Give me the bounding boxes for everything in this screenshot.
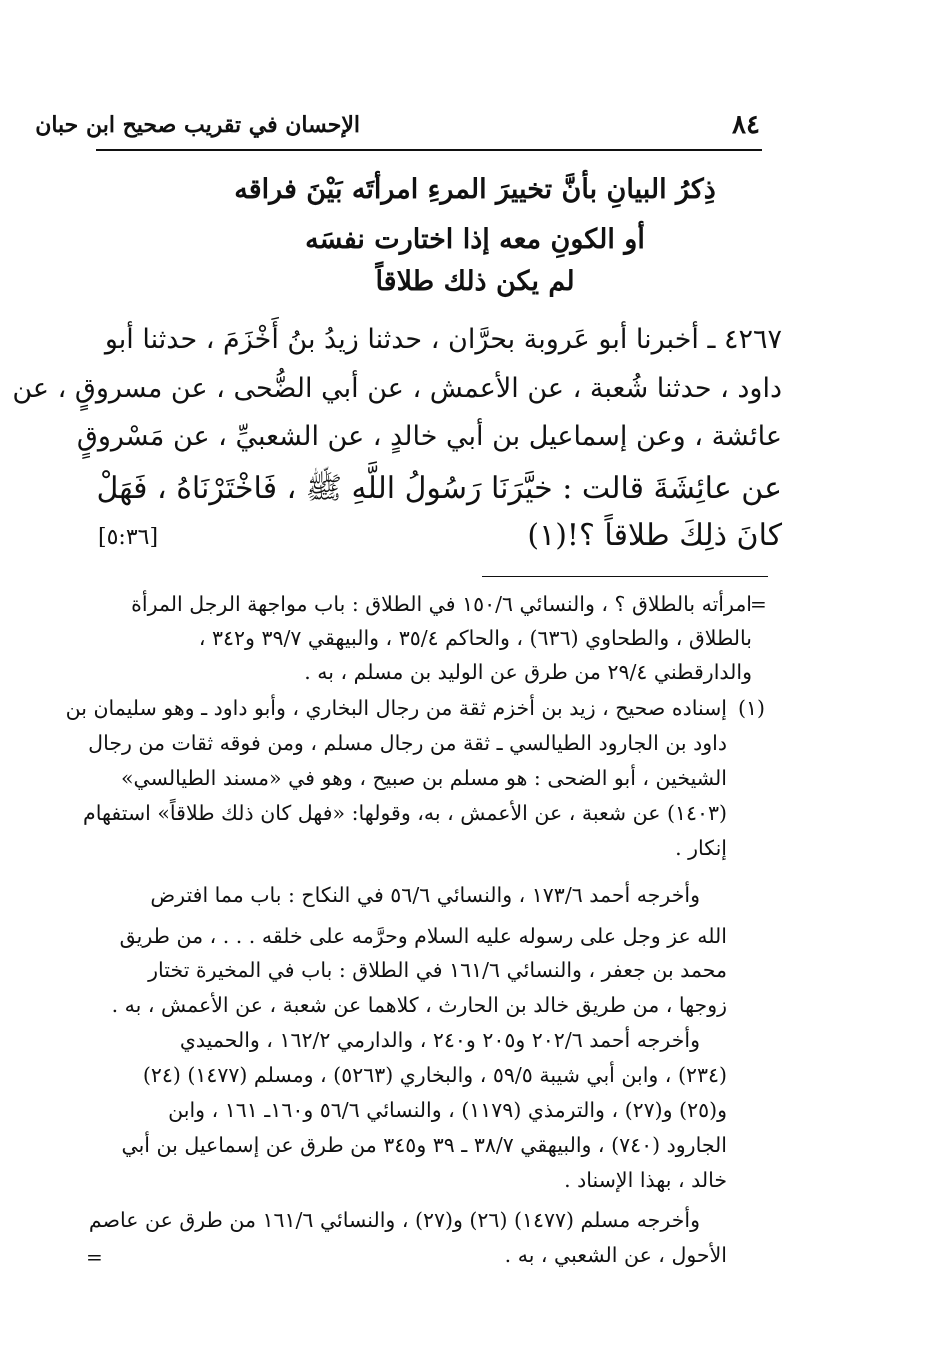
continuation-mark: = bbox=[750, 592, 767, 616]
footnote-para-4-line-2: الأحول ، عن الشعبي ، به . bbox=[504, 1243, 727, 1267]
footnote-para-3-line-4: الجارود (٧٤٠) ، والبيهقي ٣٨/٧ ـ ٣٩ و٣٤٥ من طرق عن إسماعيل بن أبي bbox=[121, 1133, 727, 1157]
footnote-continuation-line-1: امرأته بالطلاق ؟ ، والنسائي ١٥٠/٦ في الطلاق : باب مواجهة الرجل المرأة bbox=[131, 592, 752, 616]
running-title: الإحسان في تقريب صحيح ابن حبان bbox=[35, 112, 360, 138]
footnote-para-3-line-1: وأخرجه أحمد ٢٠٢/٦ و٢٠٥ و٢٤٠ ، والدارمي ١٦٢/٢ ، والحميدي bbox=[179, 1028, 700, 1052]
hadith-line-3: عائشة ، وعن إسماعيل بن أبي خالدٍ ، عن الشعبيِّ ، عن مَسْروقٍ bbox=[76, 421, 782, 452]
footnote-marker: (١) bbox=[738, 696, 766, 720]
footnote-para-2-line-3: محمد بن جعفر ، والنسائي ١٦١/٦ في الطلاق : باب في المخيرة تختار bbox=[148, 958, 727, 982]
chapter-heading-line-1: ذِكرُ البيانِ بأنَّ تخييرَ المرءِ امرأتَه بَيْنَ فراقه bbox=[234, 174, 716, 205]
footnote-1-line-1: إسناده صحيح ، زيد بن أخزم ثقة من رجال البخاري ، وأبو داود ـ وهو سليمان بن bbox=[65, 696, 727, 720]
hadith-line-1: ٤٢٦٧ ـ أخبرنا أبو عَروبة بحرَّان ، حدثنا زيدُ بنُ أَخْزَمَ ، حدثنا أبو bbox=[104, 324, 782, 355]
footnote-1-line-5: إنكار . bbox=[675, 836, 727, 860]
matn-line-1: عن عائِشَةَ قالت : خيَّرَنَا رَسُولُ اللَّهِ ﷺ ، فَاخْتَرْنَاهُ ، فَهَلْ bbox=[96, 471, 782, 506]
footnote-continuation-line-3: والدارقطني ٢٩/٤ من طرق عن الوليد بن مسلم ، به . bbox=[304, 660, 752, 684]
footnote-1-line-4: (١٤٠٣) عن شعبة ، عن الأعمش ، به، وقولها: «فهل كان ذلك طلاقاً» استفهام bbox=[83, 801, 727, 825]
footnote-para-2-line-2: الله عز وجل على رسوله عليه السلام وحرَّمه على خلقه . . . ، من طريق bbox=[119, 924, 727, 948]
footnote-para-2-line-4: زوجها ، من طريق خالد بن الحارث ، كلاهما عن شعبة ، عن الأعمش ، به . bbox=[111, 993, 727, 1017]
footnote-1-line-3: الشيخين ، أبو الضحى : هو مسلم بن صبيح ، وهو في «مسند الطيالسي» bbox=[120, 766, 727, 790]
footnote-para-3-line-5: خالد ، بهذا الإسناد . bbox=[564, 1168, 727, 1192]
footnote-para-4-line-1: وأخرجه مسلم (١٤٧٧) (٢٦) و(٢٧) ، والنسائي ١٦١/٦ من طرق عن عاصم bbox=[88, 1208, 700, 1232]
matn-line-2: كانَ ذلِكَ طلاقاً ؟!(١) bbox=[527, 518, 782, 553]
footnote-para-3-line-3: و(٢٥) و(٢٧) ، والترمذي (١١٧٩) ، والنسائي ٥٦/٦ و١٦٠ـ ١٦١ ، وابن bbox=[168, 1098, 727, 1122]
page-number: ٨٤ bbox=[732, 110, 760, 140]
header-rule bbox=[96, 149, 762, 151]
footnote-para-2-line-1: وأخرجه أحمد ١٧٣/٦ ، والنسائي ٥٦/٦ في النكاح : باب مما افترض bbox=[150, 883, 700, 907]
chapter-heading-line-3: لم يكن ذلك طلاقاً bbox=[375, 266, 575, 297]
hadith-line-2: داود ، حدثنا شُعبة ، عن الأعمش ، عن أبي الضُّحى ، عن مسروقٍ ، عن bbox=[12, 373, 782, 404]
footnote-para-3-line-2: (٢٣٤) ، وابن أبي شيبة ٥٩/٥ ، والبخاري (٥٢٦٣) ، ومسلم (١٤٧٧) (٢٤) bbox=[142, 1063, 727, 1087]
source-reference: [٥:٣٦] bbox=[98, 525, 159, 550]
footnote-separator bbox=[482, 576, 768, 577]
footnote-continuation-line-2: بالطلاق ، والطحاوي (٦٣٦) ، والحاكم ٣٥/٤ ، والبيهقي ٣٩/٧ و٣٤٢ ، bbox=[198, 626, 752, 650]
footnote-1-line-2: داود بن الجارود الطيالسي ـ ثقة من رجال مسلم ، ومن فوقه ثقات من رجال bbox=[88, 731, 727, 755]
page-end-mark: = bbox=[86, 1245, 103, 1269]
chapter-heading-line-2: أو الكونِ معه إذا اختارت نفسَه bbox=[305, 224, 645, 255]
